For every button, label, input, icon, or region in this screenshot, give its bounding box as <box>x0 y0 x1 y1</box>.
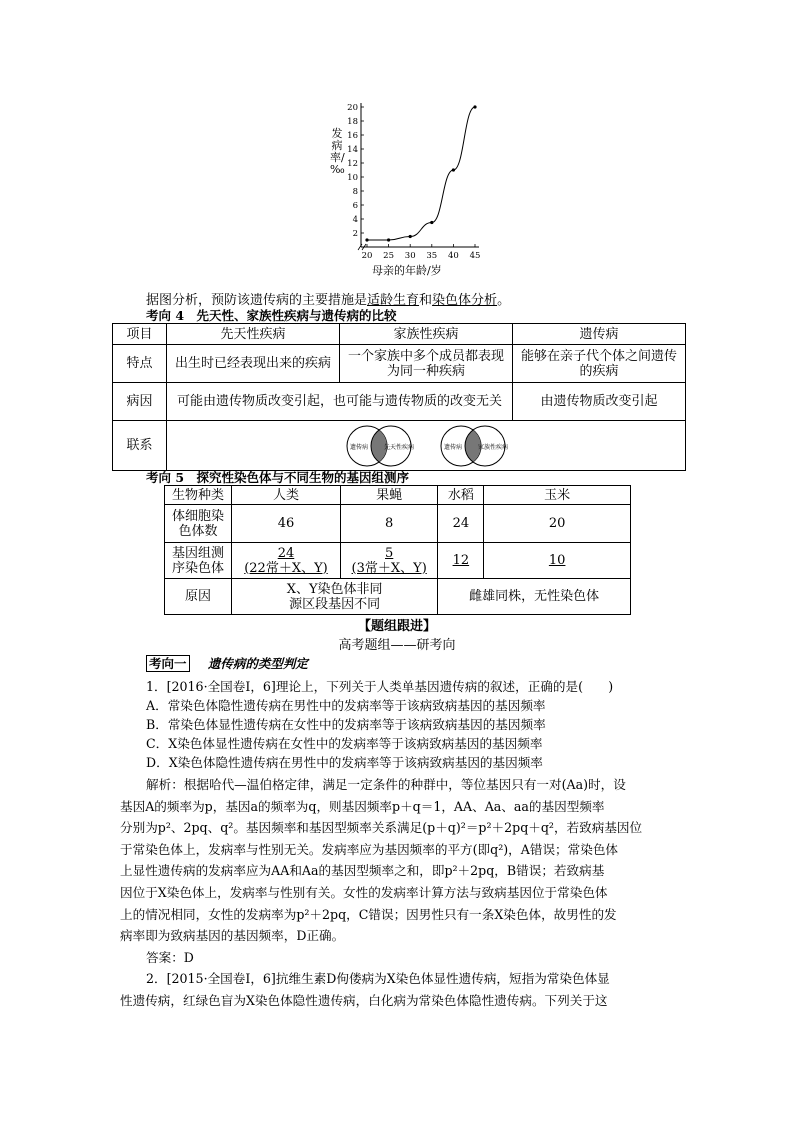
td-cause-shared: 可能由遗传物质改变引起，也可能与遗传物质的改变无关 <box>167 383 513 421</box>
th-maize: 玉米 <box>484 486 631 505</box>
y-tick-label: 6 <box>352 201 358 211</box>
td-human-somatic: 46 <box>231 505 340 543</box>
chart-axes <box>347 103 480 261</box>
x-tick-label: 40 <box>447 251 459 261</box>
answer-blank-1: 适龄生育 <box>367 293 420 308</box>
analysis-line-2: 基因A的频率为p，基因a的频率为q，则基因频率p＋q＝1，AA、Aa、aa的基因型频率 <box>120 798 605 814</box>
section-title-q4: 考向 4 先天性、家族性疾病与遗传病的比较 <box>146 308 397 323</box>
td-maize-somatic: 20 <box>484 505 631 543</box>
td-relation-venns <box>167 421 686 471</box>
td-reason-label: 原因 <box>165 579 232 615</box>
x-tick-label: 20 <box>361 251 373 261</box>
analysis-text: 据图分析，预防该遗传病的主要措施是 <box>146 293 368 308</box>
td-somatic-label: 体细胞染色体数 <box>165 505 232 543</box>
chart-marks <box>365 105 476 241</box>
human-seq-count: 24 <box>277 545 295 561</box>
data-point <box>387 238 390 241</box>
td-human-seq <box>231 543 340 579</box>
analysis-conj: 和 <box>419 293 433 308</box>
q1-option-b: B．常染色体显性遗传病在女性中的发病率等于该病致病基因的基因频率 <box>146 717 546 732</box>
analysis-line-5: 上显性遗传病的发病率应为AA和Aa的基因型频率之和，即p²＋2pq，B错误；若致病基 <box>120 863 605 879</box>
data-point <box>452 168 455 171</box>
th-fruitfly: 果蝇 <box>341 486 438 505</box>
th-congenital: 先天性疾病 <box>167 324 340 345</box>
th-genetic: 遗传病 <box>512 324 685 345</box>
td-reason-plants: 雌雄同株，无性染色体 <box>438 579 631 615</box>
answer-blank-2: 染色体分析 <box>432 293 498 308</box>
human-seq-detail: (22常＋X、Y) <box>244 560 328 576</box>
th-item: 项目 <box>113 324 167 345</box>
rice-seq-count: 12 <box>452 553 470 568</box>
x-tick-label: 25 <box>383 251 395 261</box>
y-tick-label: 18 <box>347 117 358 127</box>
td-rice-seq <box>438 543 484 579</box>
y-tick-label: 16 <box>347 131 358 141</box>
x-axis-label: 母亲的年龄/岁 <box>372 264 442 277</box>
data-point <box>473 105 476 108</box>
x-tick-label: 45 <box>469 251 481 261</box>
td-relation-label: 联系 <box>113 421 167 471</box>
analysis-line-8: 病率即为致病基因的基因频率，D正确。 <box>120 928 345 944</box>
td-cause-genetic: 由遗传物质改变引起 <box>512 383 685 421</box>
y-tick-label: 2 <box>352 229 358 239</box>
section-title-q5: 考向 5 探究性染色体与不同生物的基因组测序 <box>146 470 410 485</box>
th-human: 人类 <box>231 486 340 505</box>
q1-stem: 1．[2016·全国卷Ⅰ，6]理论上，下列关于人类单基因遗传病的叙述，正确的是( ) <box>146 679 614 694</box>
y-tick-label: 14 <box>347 145 358 155</box>
y-tick-label: 12 <box>347 159 358 169</box>
td-fly-seq <box>341 543 438 579</box>
q1-option-d: D．X染色体隐性遗传病在男性中的发病率等于该病致病基因的基因频率 <box>146 755 543 770</box>
th-species: 生物种类 <box>165 486 232 505</box>
td-reason-xy: X、Y染色体非同源区段基因不同 <box>231 579 437 615</box>
topic-tag-text: 遗传病的类型判定 <box>207 656 308 671</box>
td-maize-seq <box>484 543 631 579</box>
q1-option-a: A．常染色体隐性遗传病在男性中的发病率等于该病致病基因的基因频率 <box>146 698 546 713</box>
series-line <box>367 107 475 240</box>
analysis-line-4: 于常染色体上，发病率与性别无关。发病率应为基因频率的平方(即q²)，A错误；常染色体 <box>120 841 619 857</box>
maize-seq-count: 10 <box>548 553 566 568</box>
venn2-left-label: 遗传病 <box>444 443 463 451</box>
y-tick-label: 4 <box>352 215 358 225</box>
td-genetic-feature: 能够在亲子代个体之间遗传的疾病 <box>512 345 685 383</box>
topic-tag <box>146 654 308 672</box>
incidence-chart <box>325 95 495 275</box>
analysis-line-7: 上的情况相同，女性的发病率为p²＋2pq，C错误；因男性只有一条X染色体，故男性的发 <box>120 906 617 922</box>
data-point <box>430 221 433 224</box>
td-feature-label: 特点 <box>113 345 167 383</box>
analysis-end: 。 <box>497 293 511 308</box>
genome-table <box>164 485 631 615</box>
data-point <box>365 238 368 241</box>
q2-line-2: 性遗传病，红绿色盲为X染色体隐性遗传病，白化病为常染色体隐性遗传病。下列关于这 <box>120 992 608 1008</box>
th-rice: 水稻 <box>438 486 484 505</box>
fly-seq-count: 5 <box>385 545 394 561</box>
analysis-line-1: 解析：根据哈代—温伯格定律，满足一定条件的种群中，等位基因只有一对(Aa)时，设 <box>146 777 626 792</box>
data-point <box>409 235 412 238</box>
td-cause-label: 病因 <box>113 383 167 421</box>
y-axis-label: 发病率/‰ <box>330 127 345 176</box>
td-familial-feature: 一个家族中多个成员都表现为同一种疾病 <box>340 345 513 383</box>
venn1-left-label: 遗传病 <box>349 443 368 451</box>
x-tick-label: 35 <box>426 251 438 261</box>
venn-diagram-congenital <box>339 424 419 468</box>
y-tick-label: 20 <box>347 103 358 113</box>
q1-option-c: C．X染色体显性遗传病在女性中的发病率等于该病致病基因的基因频率 <box>146 736 543 751</box>
td-congenital-feature: 出生时已经表现出来的疾病 <box>167 345 340 383</box>
td-fly-somatic: 8 <box>341 505 438 543</box>
y-tick-label: 8 <box>352 187 358 197</box>
analysis-line-3: 分别为p²、2pq、q²。基因频率和基因型频率关系满足(p＋q)²＝p²＋2pq＋q²，若致病基因位 <box>120 820 643 836</box>
topic-tag-box: 考向一 <box>146 655 190 672</box>
x-tick-label: 30 <box>404 251 416 261</box>
venn1-right-label: 先天性疾病 <box>383 443 414 451</box>
th-familial: 家族性疾病 <box>340 324 513 345</box>
y-tick-label: 10 <box>347 173 358 183</box>
section-subheading: 高考题组——研考向 <box>338 638 456 653</box>
q1-answer: 答案：D <box>146 949 194 965</box>
venn2-right-label: 家族性疾病 <box>478 443 509 451</box>
td-sequencing-label: 基因组测序染色体 <box>165 543 232 579</box>
q2-line-1: 2．[2015·全国卷Ⅰ，6]抗维生素D佝偻病为X染色体显性遗传病，短指为常染色体显 <box>146 971 610 987</box>
td-rice-somatic: 24 <box>438 505 484 543</box>
analysis-line-6: 因位于X染色体上，发病率与性别有关。女性的发病率计算方法与致病基因位于常染色体 <box>120 884 608 900</box>
fly-seq-detail: (3常＋X、Y) <box>351 560 427 576</box>
venn-diagram-familial <box>433 424 513 468</box>
comparison-table <box>112 323 686 471</box>
section-heading: 【题组跟进】 <box>357 619 436 634</box>
q1-analysis <box>120 774 680 1012</box>
